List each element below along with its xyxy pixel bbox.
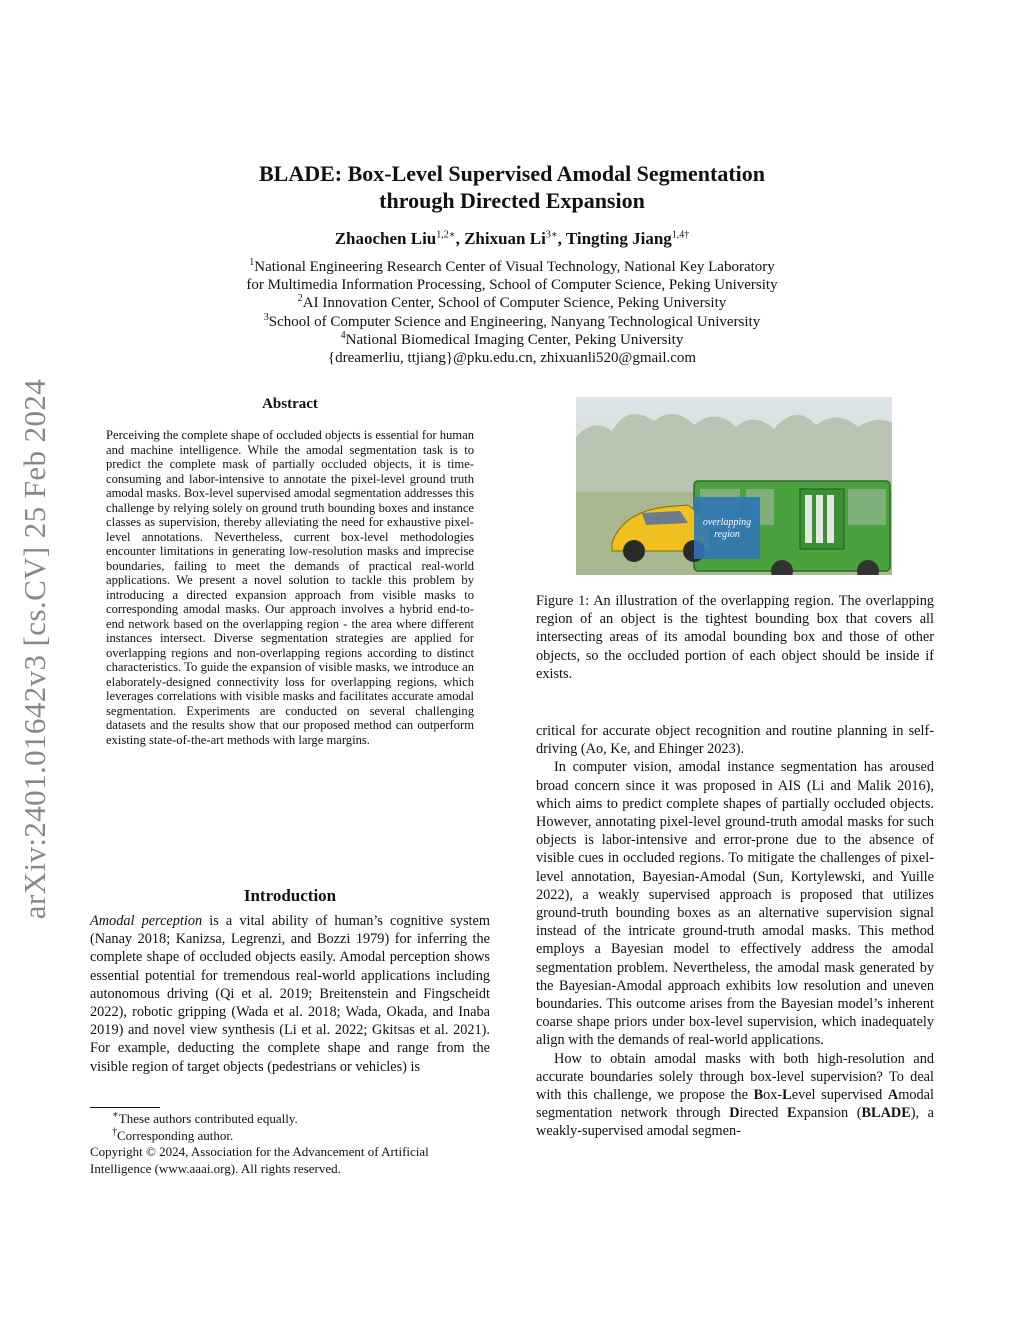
footnote-equal-contribution: ∗These authors contributed equally. xyxy=(112,1109,298,1126)
figure-1-image xyxy=(576,397,892,575)
figure-1-illustration xyxy=(576,397,892,575)
arxiv-stamp xyxy=(14,352,56,946)
paper-title xyxy=(150,160,874,214)
paragraph-blade-proposal: How to obtain amodal masks with both high-resolution and accurate boundaries solely through box-level supervision? To deal with this challenge, we propose the Box-Level supervised Amodal segmentation network through Directed Expansion (BLADE), a weakly-supervised amodal segmen- xyxy=(536,1050,934,1140)
affiliation-line: $^4$National Biomedical Imaging Center, Peking University xyxy=(340,329,684,348)
author-marks: 1,2∗ xyxy=(436,229,456,241)
author-name: Zhixuan Li xyxy=(464,229,546,248)
introduction-paragraph xyxy=(90,912,490,1076)
copyright-notice: Copyright © 2024, Association for the Advancement of Artificial Intelligence (www.aaai.org). All rights reserved. xyxy=(90,1144,429,1176)
affiliation-line: $^2$AI Innovation Center, School of Computer Science, Peking University xyxy=(297,293,727,312)
abstract-body: Perceiving the complete shape of occluded objects is essential for human and machine intelligence. While the amodal segmentation task is to predict the complete mask of partially occluded objects, it is time-consuming and labor-intensive to annotate the pixel-level ground truth amodal masks. Box-level supervised amodal segmentation addresses this challenge by relying solely on ground truth bounding boxes and instance classes as supervision, thereby alleviating the need for exhaustive pixel-level annotations. Nevertheless, current box-level methodologies encounter limitations in generating low-resolution masks and imprecise boundaries, failing to meet the demands of practical real-world applications. We present a novel solution to tackle this problem by introducing a directed expansion approach from visible masks to corresponding amodal masks. Our approach involves a hybrid end-to-end network based on the overlapping region - the area where different instances intersect. Diverse segmentation strategies are applied for overlapping regions and non-overlapping regions according to distinct characteristics. To guide the expansion of visible masks, we introduce an elaborately-designed connectivity loss for overlapping regions, which leverages correlations with visible masks and facilitates accurate amodal segmentation. Experiments are conducted on several challenging datasets and the results show that our proposed method can outperform existing state-of-the-art methods with large margins. xyxy=(106,428,474,747)
affiliations xyxy=(150,258,874,367)
author-list: Zhaochen Liu$^{1,2∗}$, Zhixuan $Li^{3∗}$, Tingting Jiang$^{1,4\dagger}$ xyxy=(334,229,690,248)
title-line-1: BLADE: Box-Level Supervised Amodal Segmentation xyxy=(258,161,766,186)
email-line: {dreamerliu, ttjiang}@pku.edu.cn, zhixuanli520@gmail.com xyxy=(327,350,697,367)
affiliation-line: $^1$National Engineering Research Center of Visual Technology, National Key Laboratory xyxy=(249,257,775,275)
abstract-heading: Abstract xyxy=(262,396,318,412)
intro-term: Amodal perception xyxy=(90,913,203,929)
footnote-corresponding: †Corresponding author. xyxy=(112,1126,234,1143)
figure-label-line-1: overlapping xyxy=(702,517,752,528)
affiliation-line: for Multimedia Information Processing, School of Computer Science, Peking University xyxy=(246,277,778,294)
title-line-2: through Directed Expansion xyxy=(379,188,645,213)
affiliation-line: $^3$School of Computer Science and Engineering, Nanyang Technological University xyxy=(263,311,761,330)
author-marks: 3∗ xyxy=(545,229,558,241)
arxiv-id: arXiv:2401.01642v3 [cs.CV] 25 Feb 2024 xyxy=(17,378,52,920)
footnotes xyxy=(90,1111,490,1177)
author-marks: 1,4† xyxy=(671,229,690,241)
figure-label-line-2: region xyxy=(714,529,740,540)
footnote-rule xyxy=(90,1107,160,1108)
intro-text: is a vital ability of human’s cognitive system (Nanay 2018; Kanizsa, Legrenzi, and Bozzi 1979) for inferring the complete shape of occluded objects easily. Amodal perception shows essential potential for tremendous real-world applications including autonomous driving (Qi et al. 2019; Breitenstein and Fingscheidt 2022), robotic gripping (Wada et al. 2018; Wada, Okada, and Inaba 2019) and novel view synthesis (Li et al. 2022; Gkitsas et al. 2021). For example, deducting the complete shape and range from the visible region of target objects (pedestrians or vehicles) is xyxy=(90,913,490,1075)
introduction-heading: Introduction xyxy=(243,886,337,905)
paragraph-continuation: critical for accurate object recognition and routine planning in self-driving (Ao, Ke, and Ehinger 2023). xyxy=(536,723,934,758)
author-name: Zhaochen Liu xyxy=(334,229,437,248)
right-column-text xyxy=(536,722,934,1141)
author-name: Tingting Jiang xyxy=(565,229,672,248)
overlapping-region-box xyxy=(694,497,760,559)
figure-1-caption: Figure 1: An illustration of the overlapping region. The overlapping region of an object is the tightest bounding box that covers all intersecting areas of its amodal bounding box and those of other objects, so the occluded portion of each object should be inside if exists. xyxy=(536,593,934,682)
paragraph-amodal-segmentation: In computer vision, amodal instance segmentation has aroused broad concern since it was proposed in AIS (Li and Malik 2016), which aims to predict complete shapes of partially occluded objects. However, annotating pixel-level ground-truth amodal masks for such objects is labor-intensive and error-prone due to the absence of visible cues in occluded regions. To mitigate the challenges of pixel-level annotation, Bayesian-Amodal (Sun, Kortylewski, and Yuille 2022), a weakly supervised approach is proposed that utilizes ground-truth bounding boxes as an alternative supervision signal instead of the intricate ground-truth amodal masks. This method employs a Bayesian model to effectively address the amodal segmentation problem. Nevertheless, the amodal mask generated by the Bayesian-Amodal approach exhibits low resolution and uneven boundaries. This outcome arises from the Bayesian model’s inherent coarse shape priors under box-level supervision, which inadequately align with the demands of real-world applications. xyxy=(536,759,934,1049)
